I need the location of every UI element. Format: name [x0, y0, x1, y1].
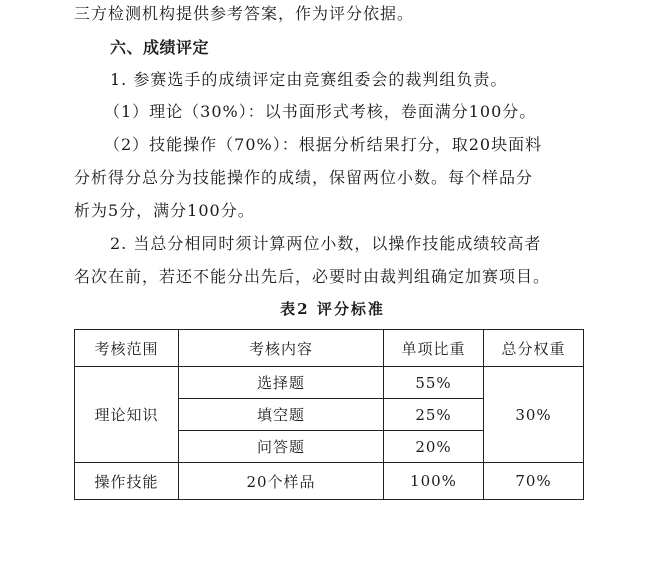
header-cell: 考核范围: [75, 330, 179, 367]
scope-cell: 操作技能: [75, 463, 179, 500]
table-row: [75, 367, 584, 399]
header-cell: 考核内容: [179, 330, 384, 367]
section-title: 六、成绩评定: [110, 38, 210, 57]
paragraph-line: 1. 参赛选手的成绩评定由竞赛组委会的裁判组负责。: [110, 70, 508, 89]
header-cell: 总分权重: [484, 330, 584, 367]
paragraph-line: 名次在前，若还不能分出先后，必要时由裁判组确定加赛项目。: [74, 267, 551, 286]
ratio-cell: 100%: [384, 463, 484, 500]
paragraph-line: 分析得分总分为技能操作的成绩，保留两位小数。每个样品分: [74, 168, 534, 187]
paragraph-line: 2. 当总分相同时须计算两位小数，以操作技能成绩较高者: [110, 234, 542, 253]
table-row: [75, 463, 584, 500]
content-cell: 选择题: [179, 367, 384, 399]
weight-cell: 30%: [484, 367, 584, 463]
ratio-cell: 20%: [384, 431, 484, 463]
content-cell: 20个样品: [179, 463, 384, 500]
paragraph-line: 析为5分，满分100分。: [74, 201, 255, 220]
paragraph-line: （1）理论（30%）：以书面形式考核，卷面满分100分。: [104, 102, 537, 121]
table-header-row: [75, 330, 584, 367]
content-cell: 填空题: [179, 399, 384, 431]
scope-cell: 理论知识: [75, 367, 179, 463]
table-caption: 表2 评分标准: [280, 300, 385, 318]
ratio-cell: 55%: [384, 367, 484, 399]
paragraph-line: （2）技能操作（70%）：根据分析结果打分，取20块面料: [104, 135, 543, 154]
ratio-cell: 25%: [384, 399, 484, 431]
score-table: [74, 329, 584, 500]
weight-cell: 70%: [484, 463, 584, 500]
content-cell: 问答题: [179, 431, 384, 463]
header-cell: 单项比重: [384, 330, 484, 367]
paragraph-line: 三方检测机构提供参考答案，作为评分依据。: [74, 4, 415, 23]
